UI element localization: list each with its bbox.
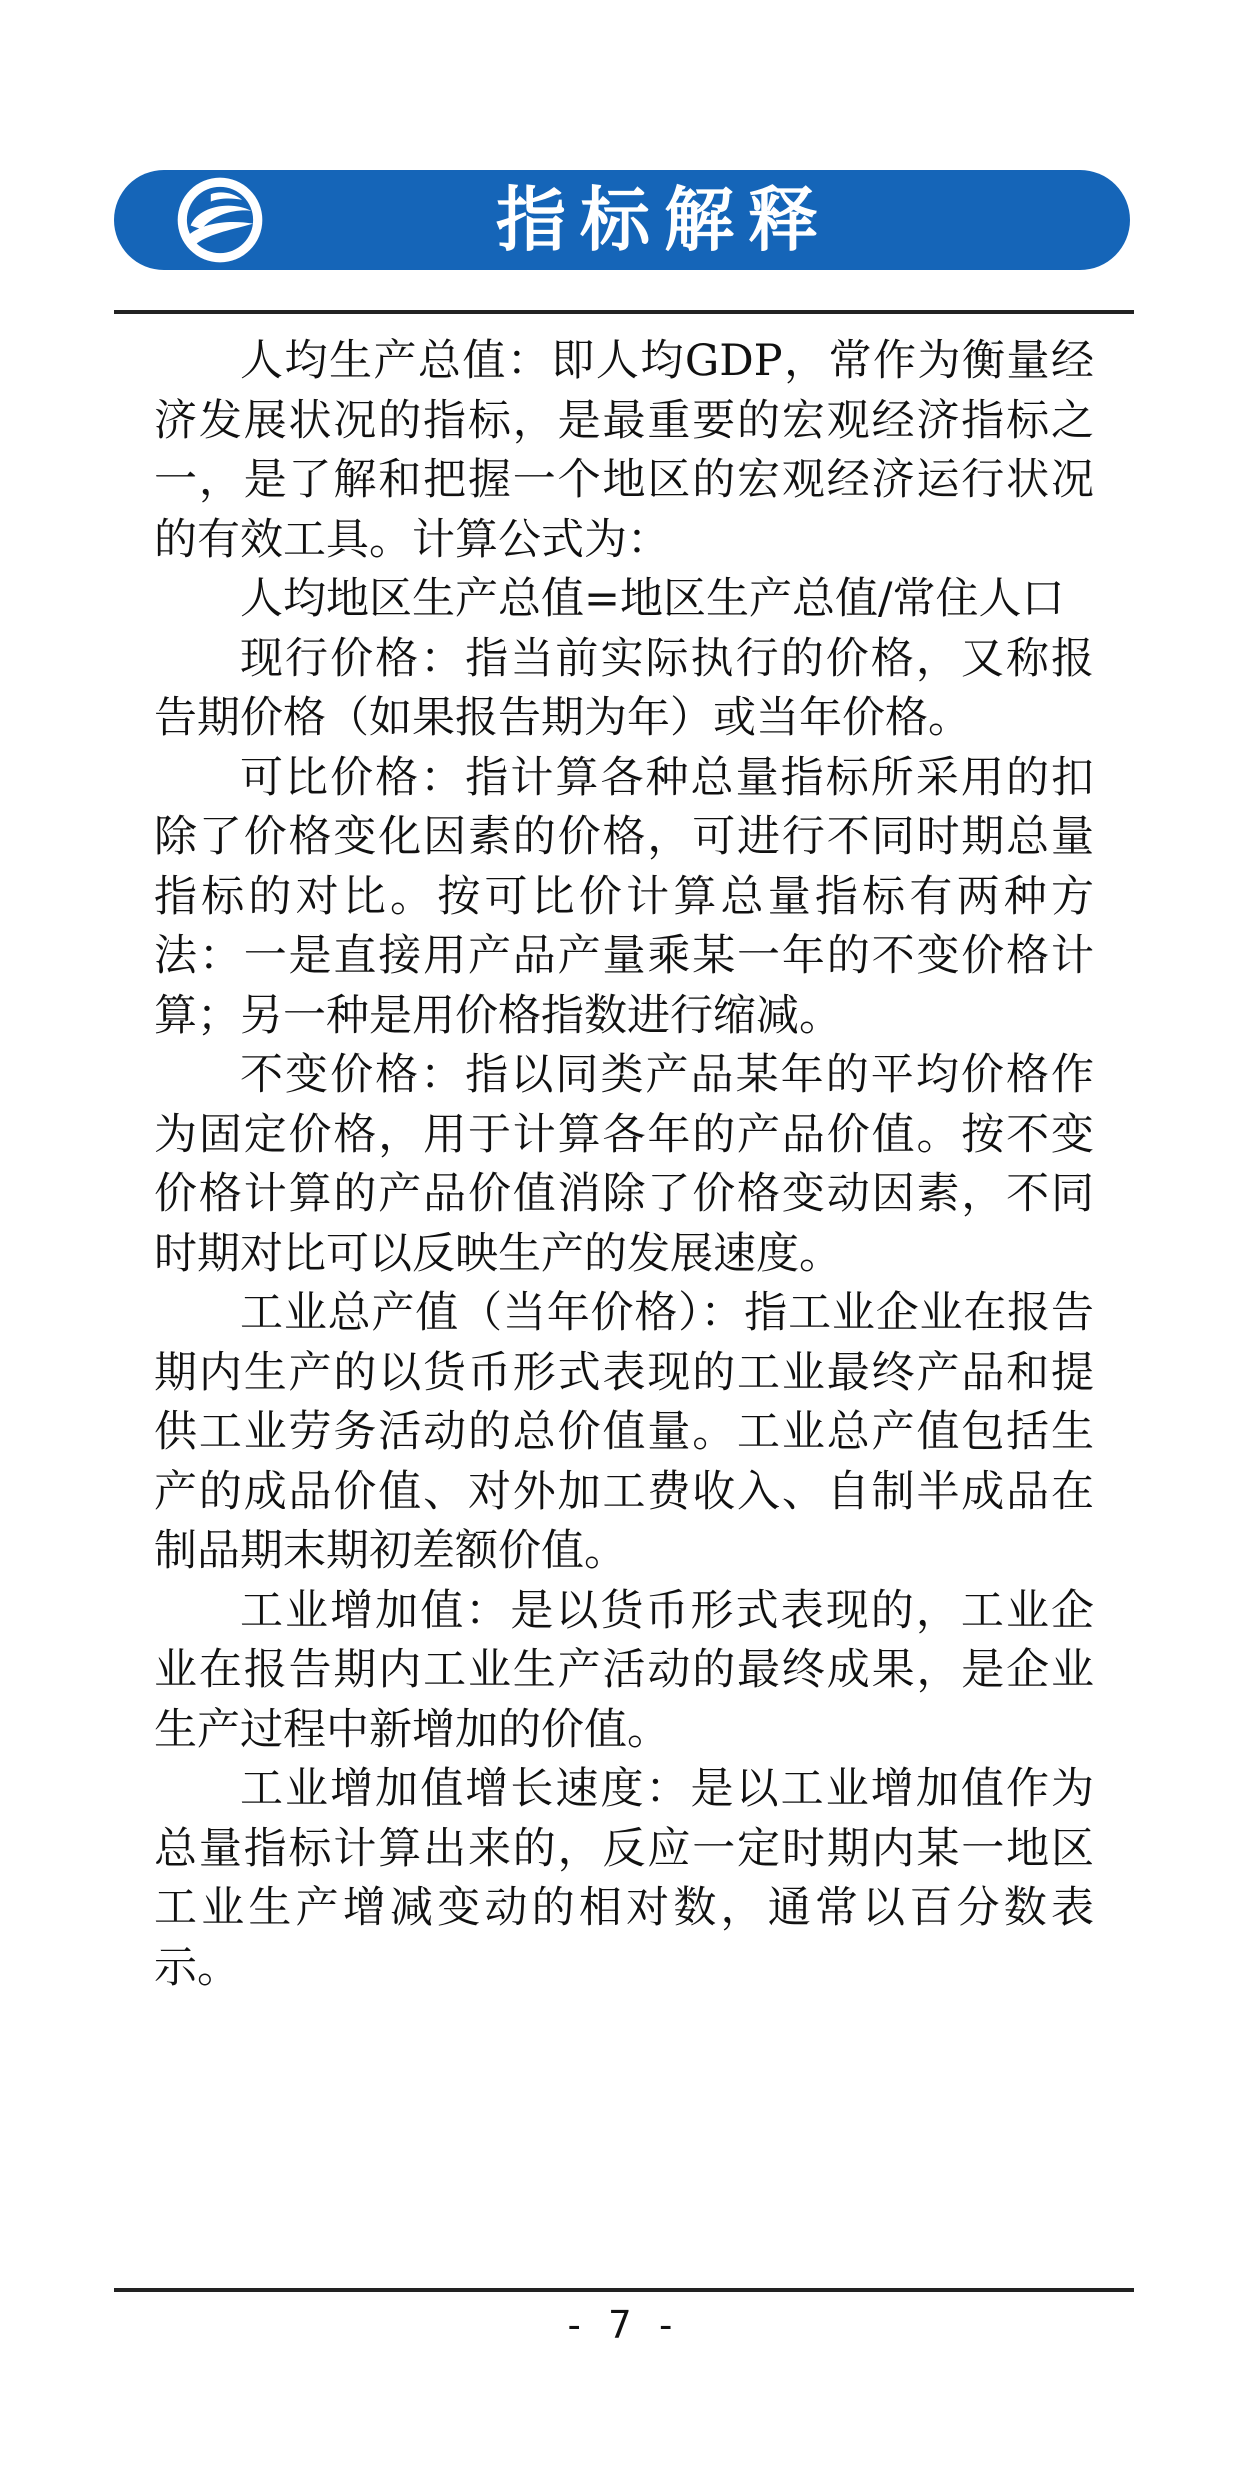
paragraph: 不变价格：指以同类产品某年的平均价格作为固定价格，用于计算各年的产品价值。按不变价格计算的产品价值消除了价格变动因素，不同时期对比可以反映生产的发展速度。: [154, 1050, 1094, 1279]
paragraph: 现行价格：指当前实际执行的价格，又称报告期价格（如果报告期为年）或当年价格。: [154, 633, 1094, 743]
top-divider: [114, 310, 1134, 314]
page-number: - 7 -: [562, 2303, 678, 2347]
bottom-divider: [114, 2288, 1134, 2292]
header-banner: [114, 170, 1130, 270]
page-title: 指标解释: [496, 179, 832, 261]
paragraph: 可比价格：指计算各种总量指标所采用的扣除了价格变化因素的价格，可进行不同时期总量指标的对比。按可比价计算总量指标有两种方法：一是直接用产品产量乘某一年的不变价格计算；另一种是用价格指数进行缩减。: [154, 752, 1094, 1041]
paragraph: 人均生产总值：即人均GDP，常作为衡量经济发展状况的指标，是最重要的宏观经济指标之一，是了解和把握一个地区的宏观经济运行状况的有效工具。计算公式为：: [154, 336, 1094, 565]
national-statistics-logo-icon: [174, 174, 266, 266]
paragraph: 人均地区生产总值=地区生产总值/常住人口: [240, 574, 1065, 624]
document-body: [154, 332, 1094, 1998]
paragraph: 工业总产值（当年价格）：指工业企业在报告期内生产的以货币形式表现的工业最终产品和提供工业劳务活动的总价值量。工业总产值包括生产的成品价值、对外加工费收入、自制半成品在制品期末期初差额价值。: [154, 1288, 1094, 1576]
paragraph: 工业增加值：是以货币形式表现的，工业企业在报告期内工业生产活动的最终成果，是企业生产过程中新增加的价值。: [154, 1585, 1094, 1755]
paragraph: 工业增加值增长速度：是以工业增加值作为总量指标计算出来的，反应一定时期内某一地区工业生产增减变动的相对数，通常以百分数表示。: [154, 1764, 1094, 1993]
